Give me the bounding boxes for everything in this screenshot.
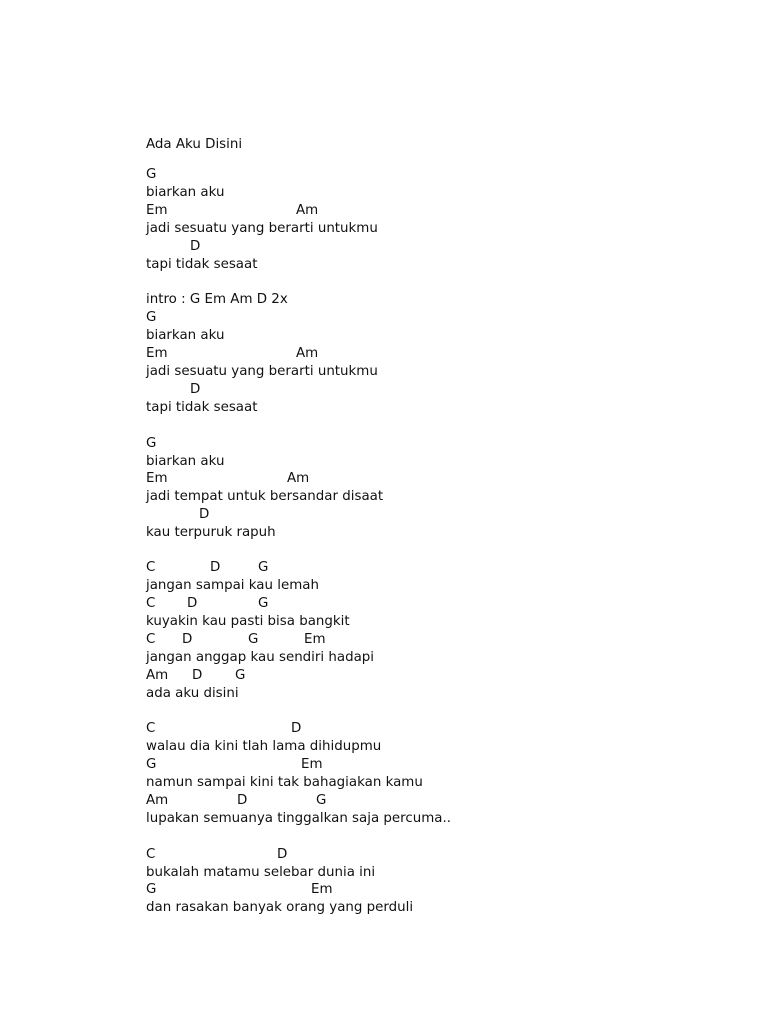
lyric-line: jadi sesuatu yang berarti untukmu [146,221,378,236]
chord-label: C [146,721,156,736]
lyric-line: dan rasakan banyak orang yang perduli [146,900,414,915]
chord-label: G [248,632,259,647]
chord-label: D [210,560,221,575]
chord-label: Am [146,668,169,683]
lyric-line: biarkan aku [146,454,225,469]
chord-label: D [277,847,288,862]
chord-label: G [146,436,157,451]
chord-label: D [187,596,198,611]
chord-label: G [235,668,246,683]
chord-label: Em [304,632,326,647]
chord-label: C [146,560,156,575]
chord-label: C [146,847,156,862]
chord-label: D [237,793,248,808]
lyric-line: biarkan aku [146,185,225,200]
lyric-line: jangan anggap kau sendiri hadapi [146,650,375,665]
lyric-line: bukalah matamu selebar dunia ini [146,865,376,880]
lyric-line: namun sampai kini tak bahagiakan kamu [146,775,423,790]
chord-label: Em [301,757,323,772]
lyric-line: tapi tidak sesaat [146,400,258,415]
chord-label: Am [296,346,319,361]
chord-label: G [146,310,157,325]
chord-label: G [146,757,157,772]
chord-label: G [258,596,269,611]
lyric-line: tapi tidak sesaat [146,257,258,272]
lyric-line: jadi sesuatu yang berarti untukmu [146,364,378,379]
chord-label: Em [146,203,168,218]
chord-label: D [199,507,210,522]
chord-label: G [146,882,157,897]
chord-label: G [146,167,157,182]
chord-label: G [258,560,269,575]
chord-label: D [190,239,201,254]
chord-label: G [316,793,327,808]
chord-label: Em [311,882,333,897]
lyric-line: ada aku disini [146,686,239,701]
chord-label: C [146,596,156,611]
chord-label: D [182,632,193,647]
chord-label: D [190,382,201,397]
chord-label: Am [146,793,169,808]
lyric-line: lupakan semuanya tinggalkan saja percuma.. [146,811,451,826]
chord-label: Em [146,346,168,361]
chord-label: C [146,632,156,647]
lyric-line: kau terpuruk rapuh [146,525,276,540]
chord-label: Am [296,203,319,218]
lyric-line: biarkan aku [146,328,225,343]
chord-label: Am [287,471,310,486]
chord-label: D [192,668,203,683]
lyric-line: walau dia kini tlah lama dihidupmu [146,739,382,754]
chord-label: Em [146,471,168,486]
lyric-line: jangan sampai kau lemah [146,578,319,593]
song-title: Ada Aku Disini [146,137,243,152]
lyric-line: intro : G Em Am D 2x [146,292,288,307]
lyric-line: jadi tempat untuk bersandar disaat [146,489,384,504]
chord-label: D [291,721,302,736]
lyric-line: kuyakin kau pasti bisa bangkit [146,614,350,629]
